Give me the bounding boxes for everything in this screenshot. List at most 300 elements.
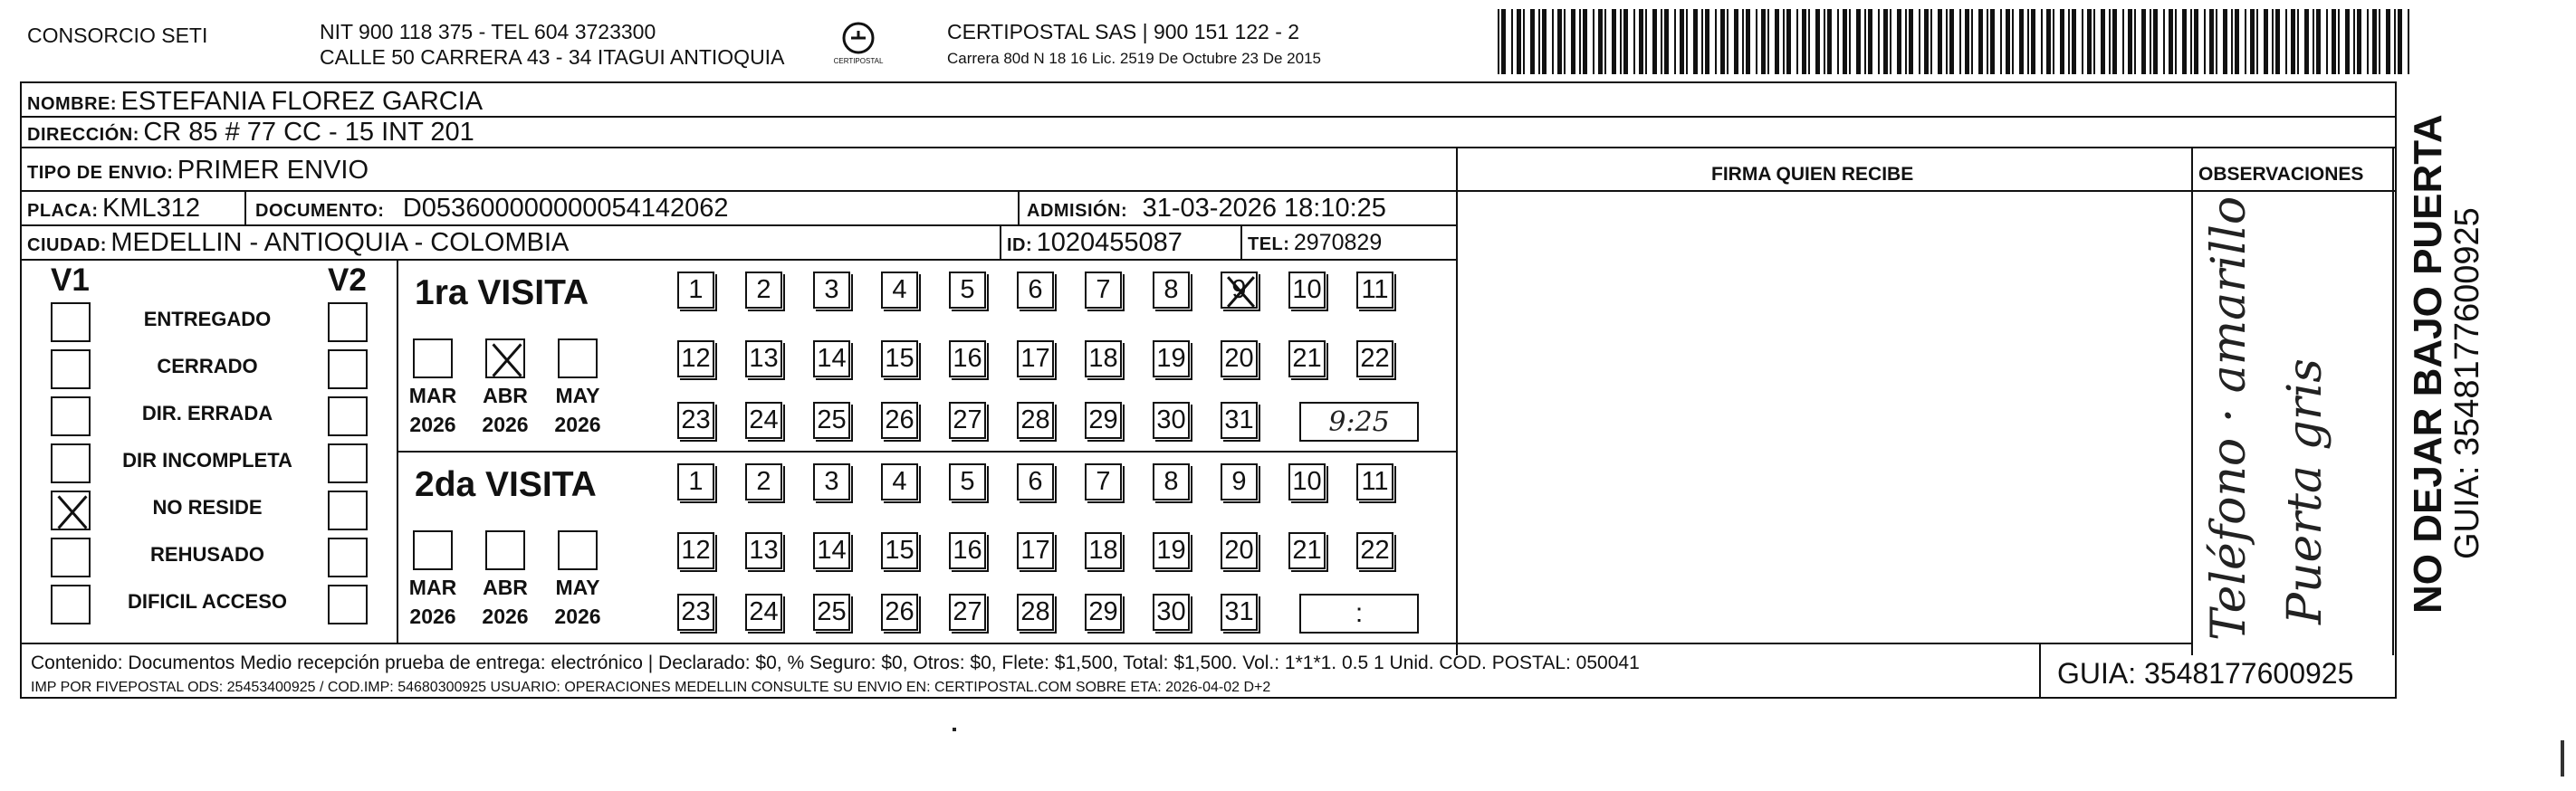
admission-label: ADMISIÓN:	[1027, 201, 1128, 221]
day-number: 17	[1020, 536, 1050, 565]
day-box[interactable]	[1288, 532, 1326, 569]
day-number: 6	[1028, 275, 1043, 304]
status-label: DIR INCOMPLETA	[122, 449, 292, 472]
barcode-bar	[1604, 9, 1606, 74]
day-box[interactable]	[949, 272, 986, 309]
address-field	[27, 119, 474, 146]
month-checkbox[interactable]	[413, 530, 453, 570]
name-label: NOMBRE:	[27, 94, 118, 114]
document-label: DOCUMENTO:	[255, 201, 385, 221]
barcode-bar	[1538, 9, 1540, 74]
day-number: 20	[1224, 536, 1254, 565]
barcode-bar	[1965, 9, 1969, 74]
first-visit-title: 1ra VISITA	[415, 273, 589, 312]
barcode-bar	[1701, 9, 1703, 74]
day-number: 7	[1096, 467, 1111, 496]
barcode-bar	[1727, 9, 1729, 74]
barcode-bar	[2345, 9, 2350, 74]
signature-header: FIRMA QUIEN RECIBE	[1711, 164, 1914, 185]
day-number: 26	[885, 405, 915, 434]
divider	[2039, 643, 2041, 699]
day-number: 25	[817, 405, 847, 434]
day-box[interactable]	[813, 532, 850, 569]
barcode-bar	[1557, 9, 1562, 74]
day-box[interactable]	[677, 272, 714, 309]
admission-field	[1027, 195, 1386, 222]
barcode-bar	[2353, 9, 2355, 74]
day-box[interactable]	[1153, 402, 1190, 439]
barcode-bar	[1843, 9, 1847, 74]
barcode-bar	[2122, 9, 2124, 74]
day-box[interactable]	[1017, 340, 1054, 377]
day-number: 24	[749, 597, 779, 626]
barcode-bar	[1612, 9, 1616, 74]
barcode-bar	[2231, 9, 2233, 74]
barcode-bar	[2000, 9, 2002, 74]
barcode-bar	[1837, 9, 1839, 74]
day-number: 23	[681, 405, 711, 434]
type-label: TIPO DE ENVIO:	[27, 163, 174, 183]
day-box[interactable]	[1153, 594, 1190, 631]
barcode-bar	[2398, 9, 2402, 74]
barcode-bar	[1693, 9, 1698, 74]
status-label: DIFICIL ACCESO	[127, 590, 287, 613]
month-label: MAY	[555, 576, 600, 599]
city-field	[27, 230, 569, 256]
day-box[interactable]	[1085, 594, 1122, 631]
barcode-bar	[2046, 9, 2051, 74]
observations-handwriting-2: Puerta gris	[2278, 358, 2332, 624]
divider	[20, 259, 1458, 261]
day-box[interactable]	[1017, 463, 1054, 500]
barcode-bar	[2379, 9, 2380, 74]
barcode-bar	[2285, 9, 2287, 74]
v1-checkbox[interactable]	[51, 349, 91, 389]
day-number: 16	[953, 344, 982, 373]
type-value: PRIMER ENVIO	[177, 156, 369, 185]
barcode-bar	[1571, 9, 1575, 74]
address-label: DIRECCIÓN:	[27, 125, 139, 145]
day-box[interactable]	[677, 463, 714, 500]
month-checkbox[interactable]	[558, 530, 598, 570]
barcode-bar	[1542, 9, 1547, 74]
barcode-bar	[2006, 9, 2010, 74]
id-label: ID:	[1007, 235, 1033, 255]
day-box[interactable]	[1085, 272, 1122, 309]
day-number: 7	[1096, 275, 1111, 304]
v2-checkbox[interactable]	[328, 443, 368, 483]
day-number: 15	[885, 344, 915, 373]
status-label: NO RESIDE	[152, 496, 263, 519]
day-number: 10	[1292, 275, 1322, 304]
barcode-bar	[1680, 9, 1684, 74]
scan-speck	[953, 728, 956, 731]
barcode-bar	[1664, 9, 1669, 74]
day-box[interactable]	[745, 272, 782, 309]
barcode-bar	[1897, 9, 1901, 74]
divider	[1456, 147, 1458, 655]
divider	[1240, 224, 1242, 259]
day-box[interactable]	[881, 594, 918, 631]
day-box[interactable]	[677, 402, 714, 439]
divider	[20, 190, 2397, 192]
month-checkbox[interactable]	[413, 338, 453, 378]
barcode-bar	[2082, 9, 2083, 74]
day-box[interactable]	[1085, 463, 1122, 500]
barcode-bar	[1623, 9, 1628, 74]
barcode-bar	[2087, 9, 2092, 74]
barcode-bar	[2112, 9, 2117, 74]
day-box[interactable]	[1221, 532, 1258, 569]
barcode-bar	[1909, 9, 1913, 74]
day-number: 27	[953, 597, 982, 626]
plate-label: PLACA:	[27, 201, 99, 221]
day-box[interactable]	[1017, 594, 1054, 631]
day-number: 9	[1231, 467, 1247, 496]
day-box[interactable]	[1085, 402, 1122, 439]
day-box[interactable]	[1153, 272, 1190, 309]
day-number: 4	[892, 467, 907, 496]
day-number: 20	[1224, 344, 1254, 373]
barcode-bar	[2068, 9, 2070, 74]
divider	[244, 190, 246, 224]
barcode-bar	[1620, 9, 1622, 74]
barcode-bar	[2141, 9, 2146, 74]
day-box[interactable]	[1153, 463, 1190, 500]
name-value: ESTEFANIA FLOREZ GARCIA	[120, 87, 484, 116]
barcode-bar	[1633, 9, 1635, 74]
content-line: Contenido: Documentos Medio recepción prueba de entrega: electrónico | Declarado: $0, % Seguro: $0, Otros: $0, Flete: $1,500, Total: $1,500. Vol.: 1*1*1. 0.5 1 Unid. COD. POSTAL: 050041	[31, 653, 1640, 673]
barcode-bar	[1661, 9, 1662, 74]
barcode-bar	[1824, 9, 1825, 74]
logo-text: CERTIPOSTAL	[833, 57, 884, 65]
day-box[interactable]	[1017, 272, 1054, 309]
barcode-bar	[1905, 9, 1907, 74]
day-box[interactable]	[1356, 272, 1393, 309]
day-number: 29	[1088, 405, 1118, 434]
barcode-bar	[1808, 9, 1810, 74]
day-box[interactable]	[1356, 340, 1393, 377]
barcode-bar	[2060, 9, 2064, 74]
barcode-bar	[1883, 9, 1888, 74]
v1-checkbox[interactable]	[51, 302, 91, 342]
barcode-bar	[2031, 9, 2035, 74]
barcode-bar	[2134, 9, 2136, 74]
barcode-bar	[2275, 9, 2280, 74]
year-label: 2026	[409, 605, 456, 628]
barcode-bar	[1767, 9, 1769, 74]
v2-checkbox[interactable]	[328, 585, 368, 624]
day-number: 2	[756, 467, 771, 496]
barcode-bar	[2408, 9, 2409, 74]
tel-label: TEL:	[1248, 234, 1290, 254]
v1-checkbox[interactable]	[51, 443, 91, 483]
day-number: 1	[688, 275, 704, 304]
barcode-bar	[1959, 9, 1961, 74]
day-box[interactable]	[1017, 402, 1054, 439]
day-number: 3	[824, 467, 839, 496]
day-box[interactable]	[745, 340, 782, 377]
time-value: :	[1355, 598, 1364, 628]
day-box[interactable]	[1221, 402, 1258, 439]
imp-line: IMP POR FIVEPOSTAL ODS: 25453400925 / COD.IMP: 54680300925 USUARIO: OPERACIONES MEDELLIN CONSULTE SU ENVIO EN: CERTIPOSTAL.COM SOBRE ETA: 2026-04-02 D+2	[31, 680, 1271, 695]
day-number: 5	[960, 275, 975, 304]
nit-line: NIT 900 118 375 - TEL 604 3723300	[320, 20, 656, 43]
barcode-bar	[1827, 9, 1832, 74]
v1-checkbox[interactable]	[51, 585, 91, 624]
day-number: 2	[756, 275, 771, 304]
day-box[interactable]	[813, 402, 850, 439]
day-number: 24	[749, 405, 779, 434]
day-box[interactable]	[745, 463, 782, 500]
barcode-bar	[1734, 9, 1738, 74]
day-box[interactable]	[949, 340, 986, 377]
day-box[interactable]	[881, 340, 918, 377]
barcode-bar	[1786, 9, 1791, 74]
barcode-bar	[2182, 9, 2187, 74]
barcode-bar	[2163, 9, 2165, 74]
day-box[interactable]	[677, 340, 714, 377]
v1-label: V1	[51, 262, 90, 298]
day-number: 12	[681, 536, 711, 565]
day-box[interactable]	[1288, 463, 1326, 500]
day-box[interactable]	[949, 402, 986, 439]
day-number: 19	[1156, 344, 1186, 373]
barcode-bar	[1552, 9, 1554, 74]
month-label: MAR	[408, 384, 457, 407]
address-value: CR 85 # 77 CC - 15 INT 201	[143, 118, 474, 147]
barcode-bar	[1849, 9, 1851, 74]
day-number: 10	[1292, 467, 1322, 496]
tel-field	[1248, 232, 1382, 254]
day-box[interactable]	[1085, 340, 1122, 377]
year-label: 2026	[482, 605, 529, 628]
day-number: 9	[1231, 275, 1247, 304]
day-number: 27	[953, 405, 982, 434]
day-box[interactable]	[813, 340, 850, 377]
day-box[interactable]	[677, 532, 714, 569]
day-box[interactable]	[1221, 272, 1258, 309]
day-box[interactable]	[949, 532, 986, 569]
day-number: 8	[1164, 275, 1179, 304]
observations-handwriting-1: Teléfono · amarillo	[2202, 195, 2256, 641]
day-box[interactable]	[813, 272, 850, 309]
barcode-bar	[2235, 9, 2239, 74]
day-box[interactable]	[745, 532, 782, 569]
day-number: 13	[749, 536, 779, 565]
barcode-bar	[1878, 9, 1880, 74]
barcode-bar	[1761, 9, 1766, 74]
day-number: 21	[1292, 344, 1322, 373]
v2-label: V2	[328, 262, 367, 298]
footer-guia: GUIA: 3548177600925	[2057, 657, 2354, 690]
barcode-bar	[2272, 9, 2274, 74]
barcode-bar	[2109, 9, 2111, 74]
day-box[interactable]	[881, 532, 918, 569]
x-mark-icon	[487, 340, 527, 380]
day-box[interactable]	[1017, 532, 1054, 569]
status-label: REHUSADO	[150, 543, 264, 566]
day-box[interactable]	[1356, 463, 1393, 500]
v2-checkbox[interactable]	[328, 538, 368, 577]
name-field	[27, 89, 483, 115]
day-number: 17	[1020, 344, 1050, 373]
certipostal-logo	[831, 18, 886, 72]
barcode-bar	[2012, 9, 2014, 74]
v2-checkbox[interactable]	[328, 302, 368, 342]
city-label: CIUDAD:	[27, 235, 107, 255]
day-box[interactable]	[1288, 272, 1326, 309]
month-label: MAY	[555, 384, 600, 407]
month-label: ABR	[483, 384, 528, 407]
barcode-bar	[1802, 9, 1806, 74]
barcode-bar	[2169, 9, 2173, 74]
barcode-bar	[2245, 9, 2246, 74]
day-number: 4	[892, 275, 907, 304]
day-box[interactable]	[1221, 463, 1258, 500]
day-number: 21	[1292, 536, 1322, 565]
day-box[interactable]	[745, 594, 782, 631]
divider	[20, 643, 2191, 644]
barcode-bar	[2204, 9, 2206, 74]
day-box[interactable]	[677, 594, 714, 631]
day-box[interactable]	[1288, 340, 1326, 377]
carrier-line: CERTIPOSTAL SAS | 900 151 122 - 2	[947, 20, 1300, 43]
no-dejar-bajo-puerta: NO DEJAR BAJO PUERTA	[2406, 114, 2450, 614]
month-checkbox[interactable]	[485, 338, 525, 378]
divider	[2392, 147, 2394, 655]
v1-checkbox[interactable]	[51, 491, 91, 530]
barcode-bar	[1796, 9, 1798, 74]
day-number: 15	[885, 536, 915, 565]
barcode-bar	[1868, 9, 1872, 74]
barcode-bar	[1919, 9, 1920, 74]
day-number: 12	[681, 344, 711, 373]
barcode-bar	[2128, 9, 2132, 74]
day-number: 11	[1361, 467, 1389, 496]
day-box[interactable]	[949, 463, 986, 500]
barcode-graphic	[1496, 9, 2418, 74]
day-number: 28	[1020, 405, 1050, 434]
barcode-bar	[2150, 9, 2151, 74]
day-box[interactable]	[949, 594, 986, 631]
v2-checkbox[interactable]	[328, 396, 368, 436]
day-number: 29	[1088, 597, 1118, 626]
year-label: 2026	[554, 413, 601, 436]
barcode-bar	[1746, 9, 1750, 74]
day-box[interactable]	[881, 272, 918, 309]
divider	[1018, 190, 1020, 224]
month-checkbox[interactable]	[558, 338, 598, 378]
barcode-bar	[2372, 9, 2377, 74]
day-number: 23	[681, 597, 711, 626]
side-guia: GUIA: 3548177600925	[2448, 207, 2486, 559]
barcode-bar	[1523, 9, 1525, 74]
day-box[interactable]	[1085, 532, 1122, 569]
day-number: 18	[1088, 344, 1118, 373]
barcode-bar	[1987, 9, 1988, 74]
plate-field	[27, 195, 200, 222]
divider	[2191, 147, 2193, 655]
day-number: 3	[824, 275, 839, 304]
day-box[interactable]	[881, 463, 918, 500]
type-field	[27, 157, 369, 184]
barcode-bar	[1946, 9, 1948, 74]
day-number: 26	[885, 597, 915, 626]
day-box[interactable]	[1356, 532, 1393, 569]
plate-value: KML312	[102, 194, 201, 223]
barcode-bar	[1579, 9, 1581, 74]
time-box[interactable]	[1299, 594, 1419, 634]
day-number: 1	[688, 467, 704, 496]
barcode-bar	[1930, 9, 1932, 74]
document-field	[255, 195, 729, 222]
barcode-bar	[1864, 9, 1866, 74]
barcode-bar	[2194, 9, 2198, 74]
day-number: 28	[1020, 597, 1050, 626]
barcode-bar	[1652, 9, 1657, 74]
barcode-bar	[2019, 9, 2024, 74]
barcode-bar	[2357, 9, 2361, 74]
document-value: D053600000000054142062	[402, 194, 729, 223]
v1-checkbox[interactable]	[51, 396, 91, 436]
barcode-bar	[2326, 9, 2328, 74]
barcode	[1496, 9, 2418, 74]
day-box[interactable]	[1153, 532, 1190, 569]
day-box[interactable]	[881, 402, 918, 439]
day-box[interactable]	[813, 463, 850, 500]
v2-checkbox[interactable]	[328, 349, 368, 389]
barcode-bar	[2291, 9, 2295, 74]
time-box[interactable]	[1299, 402, 1419, 442]
month-checkbox[interactable]	[485, 530, 525, 570]
day-box[interactable]	[813, 594, 850, 631]
day-number: 31	[1224, 405, 1254, 434]
second-visit-title: 2da VISITA	[415, 465, 597, 504]
day-box[interactable]	[1221, 340, 1258, 377]
admission-value: 31-03-2026 18:10:25	[1142, 194, 1386, 223]
barcode-bar	[1705, 9, 1709, 74]
barcode-bar	[2209, 9, 2214, 74]
barcode-bar	[2338, 9, 2340, 74]
barcode-bar	[1742, 9, 1744, 74]
barcode-bar	[2332, 9, 2336, 74]
year-label: 2026	[409, 413, 456, 436]
v2-checkbox[interactable]	[328, 491, 368, 530]
day-number: 22	[1360, 536, 1390, 565]
barcode-bar	[1501, 9, 1506, 74]
v1-checkbox[interactable]	[51, 538, 91, 577]
day-number: 8	[1164, 467, 1179, 496]
barcode-bar	[1517, 9, 1521, 74]
barcode-bar	[2223, 9, 2227, 74]
day-number: 13	[749, 344, 779, 373]
day-number: 16	[953, 536, 982, 565]
x-mark-icon	[53, 492, 92, 532]
barcode-bar	[1815, 9, 1820, 74]
barcode-bar	[1978, 9, 1983, 74]
day-box[interactable]	[745, 402, 782, 439]
barcode-bar	[2304, 9, 2309, 74]
day-box[interactable]	[1153, 340, 1190, 377]
company-address: CALLE 50 CARRERA 43 - 34 ITAGUI ANTIOQUIA	[320, 45, 785, 69]
day-box[interactable]	[1221, 594, 1258, 631]
day-number: 30	[1156, 405, 1186, 434]
barcode-bar	[1530, 9, 1535, 74]
barcode-bar	[1498, 9, 1499, 74]
barcode-bar	[2190, 9, 2192, 74]
barcode-bar	[1598, 9, 1603, 74]
